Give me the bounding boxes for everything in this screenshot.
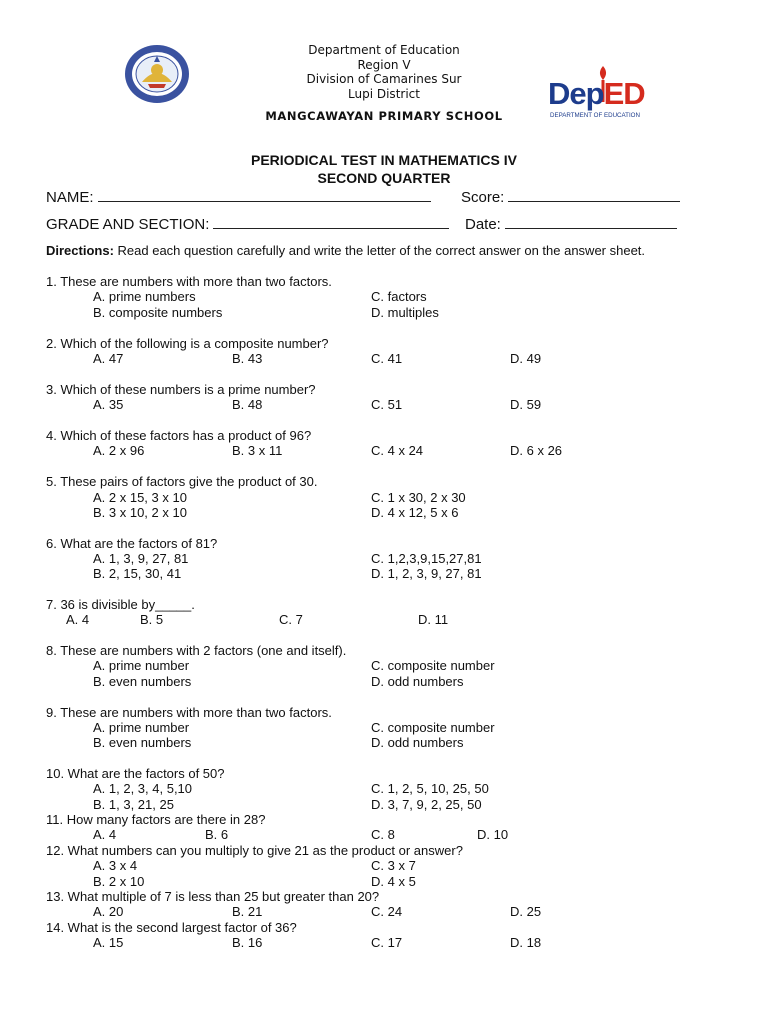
agency-line-district: Lupi District: [348, 86, 420, 101]
date-label: Date:: [465, 216, 501, 233]
option-6b: B. 2, 15, 30, 41: [93, 566, 182, 581]
option-6d: D. 1, 2, 3, 9, 27, 81: [371, 566, 482, 581]
score-blank[interactable]: [508, 187, 680, 202]
option-10d: D. 3, 7, 9, 2, 25, 50: [371, 797, 482, 812]
option-10b: B. 1, 3, 21, 25: [93, 797, 174, 812]
option-5a: A. 2 x 15, 3 x 10: [93, 490, 187, 505]
option-10a: A. 1, 2, 3, 4, 5,10: [93, 781, 193, 796]
option-14a: A. 15: [93, 935, 124, 950]
directions-label: Directions:: [46, 243, 114, 258]
option-1d: D. multiples: [371, 305, 439, 320]
option-13c: C. 24: [371, 904, 403, 919]
option-3b: B. 48: [232, 397, 263, 412]
deped-logo: [548, 62, 660, 122]
name-field: [46, 187, 431, 206]
option-12c: C. 3 x 7: [371, 858, 416, 873]
school-name: MANGCAWAYAN PRIMARY SCHOOL: [265, 109, 503, 123]
option-7d: D. 11: [418, 612, 449, 627]
question-4: 4. Which of these factors has a product of 96?: [46, 428, 312, 443]
option-14b: B. 16: [232, 935, 263, 950]
option-6a: A. 1, 3, 9, 27, 81: [93, 551, 189, 566]
division-seal-icon: [124, 44, 190, 104]
option-12b: B. 2 x 10: [93, 874, 145, 889]
deped-logo-text: DepED: [548, 76, 645, 111]
option-4c: C. 4 x 24: [371, 443, 424, 458]
option-9b: B. even numbers: [93, 735, 192, 750]
option-13b: B. 21: [232, 904, 263, 919]
option-8d: D. odd numbers: [371, 674, 464, 689]
option-12a: A. 3 x 4: [93, 858, 138, 873]
option-7c: C. 7: [279, 612, 303, 627]
option-3c: C. 51: [371, 397, 403, 412]
question-10: 10. What are the factors of 50?: [46, 766, 225, 781]
agency-block: [232, 43, 536, 101]
option-10c: C. 1, 2, 5, 10, 25, 50: [371, 781, 489, 796]
question-12: 12. What numbers can you multiply to give 21 as the product or answer?: [46, 843, 463, 858]
agency-line-division: Division of Camarines Sur: [306, 72, 462, 86]
question-7: 7. 36 is divisible by_____.: [46, 597, 195, 612]
option-9c: C. composite number: [371, 720, 495, 735]
option-14c: C. 17: [371, 935, 403, 950]
option-11d: D. 10: [477, 827, 509, 842]
question-13: 13. What multiple of 7 is less than 25 but greater than 20?: [46, 889, 380, 904]
option-8a: A. prime number: [93, 658, 190, 673]
grade-section-blank[interactable]: [213, 214, 449, 229]
option-1a: A. prime numbers: [93, 289, 196, 304]
option-5d: D. 4 x 12, 5 x 6: [371, 505, 459, 520]
score-field: [461, 187, 680, 206]
option-14d: D. 18: [510, 935, 542, 950]
option-8c: C. composite number: [371, 658, 495, 673]
agency-line-department: Department of Education: [308, 43, 460, 57]
name-label: NAME:: [46, 189, 94, 206]
option-9a: A. prime number: [93, 720, 190, 735]
question-1: 1. These are numbers with more than two factors.: [46, 274, 332, 289]
option-11c: C. 8: [371, 827, 395, 842]
directions-text: Read each question carefully and write the letter of the correct answer on the answer sheet.: [113, 243, 646, 258]
directions: [46, 243, 645, 258]
option-5b: B. 3 x 10, 2 x 10: [93, 505, 187, 520]
option-9d: D. odd numbers: [371, 735, 464, 750]
question-14: 14. What is the second largest factor of 36?: [46, 920, 297, 935]
option-3d: D. 59: [510, 397, 542, 412]
option-1b: B. composite numbers: [93, 305, 223, 320]
date-blank[interactable]: [505, 214, 677, 229]
date-field: [465, 214, 677, 233]
question-2: 2. Which of the following is a composite number?: [46, 336, 329, 351]
option-2a: A. 47: [93, 351, 124, 366]
option-6c: C. 1,2,3,9,15,27,81: [371, 551, 482, 566]
option-7a: A. 4: [66, 612, 90, 627]
option-2b: B. 43: [232, 351, 263, 366]
question-9: 9. These are numbers with more than two factors.: [46, 705, 332, 720]
question-3: 3. Which of these numbers is a prime number?: [46, 382, 316, 397]
question-8: 8. These are numbers with 2 factors (one and itself).: [46, 643, 347, 658]
option-13d: D. 25: [510, 904, 542, 919]
option-4a: A. 2 x 96: [93, 443, 145, 458]
grade-section-field: [46, 214, 449, 233]
option-3a: A. 35: [93, 397, 124, 412]
option-12d: D. 4 x 5: [371, 874, 416, 889]
deped-logo-subtext: DEPARTMENT OF EDUCATION: [550, 112, 640, 119]
option-4d: D. 6 x 26: [510, 443, 563, 458]
option-4b: B. 3 x 11: [232, 443, 283, 458]
question-6: 6. What are the factors of 81?: [46, 536, 218, 551]
option-7b: B. 5: [140, 612, 164, 627]
option-8b: B. even numbers: [93, 674, 192, 689]
question-11: 11. How many factors are there in 28?: [46, 812, 266, 827]
option-2d: D. 49: [510, 351, 542, 366]
option-11b: B. 6: [205, 827, 229, 842]
option-1c: C. factors: [371, 289, 427, 304]
test-subtitle: SECOND QUARTER: [317, 170, 451, 186]
name-blank[interactable]: [98, 187, 431, 202]
option-5c: C. 1 x 30, 2 x 30: [371, 490, 466, 505]
test-title: PERIODICAL TEST IN MATHEMATICS IV: [250, 152, 517, 168]
agency-line-region: Region V: [357, 57, 411, 72]
question-5: 5. These pairs of factors give the product of 30.: [46, 474, 318, 489]
option-11a: A. 4: [93, 827, 117, 842]
option-13a: A. 20: [93, 904, 124, 919]
grade-section-label: GRADE AND SECTION:: [46, 216, 210, 233]
score-label: Score:: [461, 189, 505, 206]
option-2c: C. 41: [371, 351, 403, 366]
